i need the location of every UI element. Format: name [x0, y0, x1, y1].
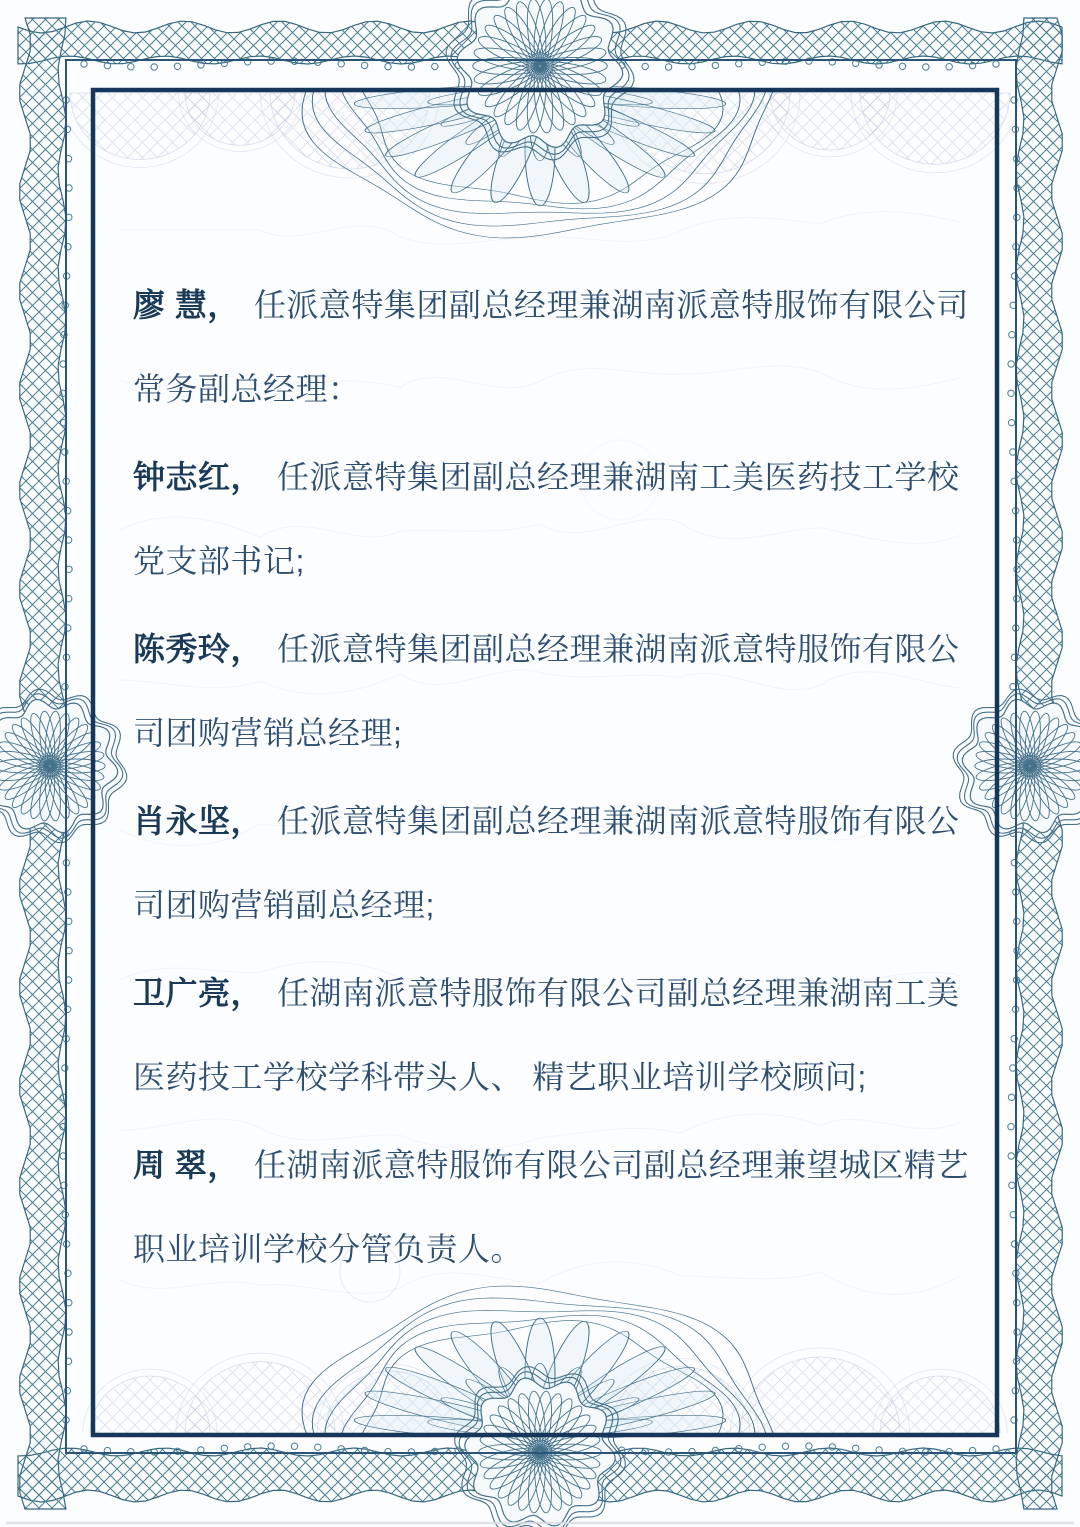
- entry-line: 医药技工学校学科带头人、 精艺职业培训学校顾问;: [133, 1059, 867, 1095]
- appointment-entry: [133, 435, 993, 603]
- entry-line: 司团购营销副总经理;: [133, 887, 435, 923]
- person-name: 陈秀玲，: [133, 631, 264, 667]
- person-name: 钟志红，: [133, 459, 264, 495]
- appointment-entry: [133, 263, 993, 431]
- entry-line: 任派意特集团副总经理兼湖南工美医药技工学校: [277, 459, 960, 495]
- entry-line: 常务副总经理：: [133, 371, 361, 407]
- entry-line: 党支部书记;: [133, 543, 305, 579]
- appointment-list: [133, 263, 993, 1295]
- entry-line: 任湖南派意特服饰有限公司副总经理兼望城区精艺: [253, 1147, 969, 1183]
- appointment-entry: [133, 951, 993, 1119]
- appointment-entry: [133, 779, 993, 947]
- entry-line: 任派意特集团副总经理兼湖南派意特服饰有限公司: [253, 287, 969, 323]
- entry-line: 任派意特集团副总经理兼湖南派意特服饰有限公: [277, 803, 960, 839]
- appointment-entry: [133, 607, 993, 775]
- entry-line: 司团购营销总经理;: [133, 715, 403, 751]
- person-name: 卫广亮，: [133, 975, 264, 1011]
- appointment-entry: [133, 1123, 993, 1291]
- person-name: 肖永坚，: [133, 803, 264, 839]
- entry-line: 职业培训学校分管负责人。: [133, 1231, 524, 1267]
- entry-line: 任湖南派意特服饰有限公司副总经理兼湖南工美: [277, 975, 960, 1011]
- person-name: 周 翠，: [133, 1147, 240, 1183]
- person-name: 廖 慧，: [133, 287, 240, 323]
- entry-line: 任派意特集团副总经理兼湖南派意特服饰有限公: [277, 631, 960, 667]
